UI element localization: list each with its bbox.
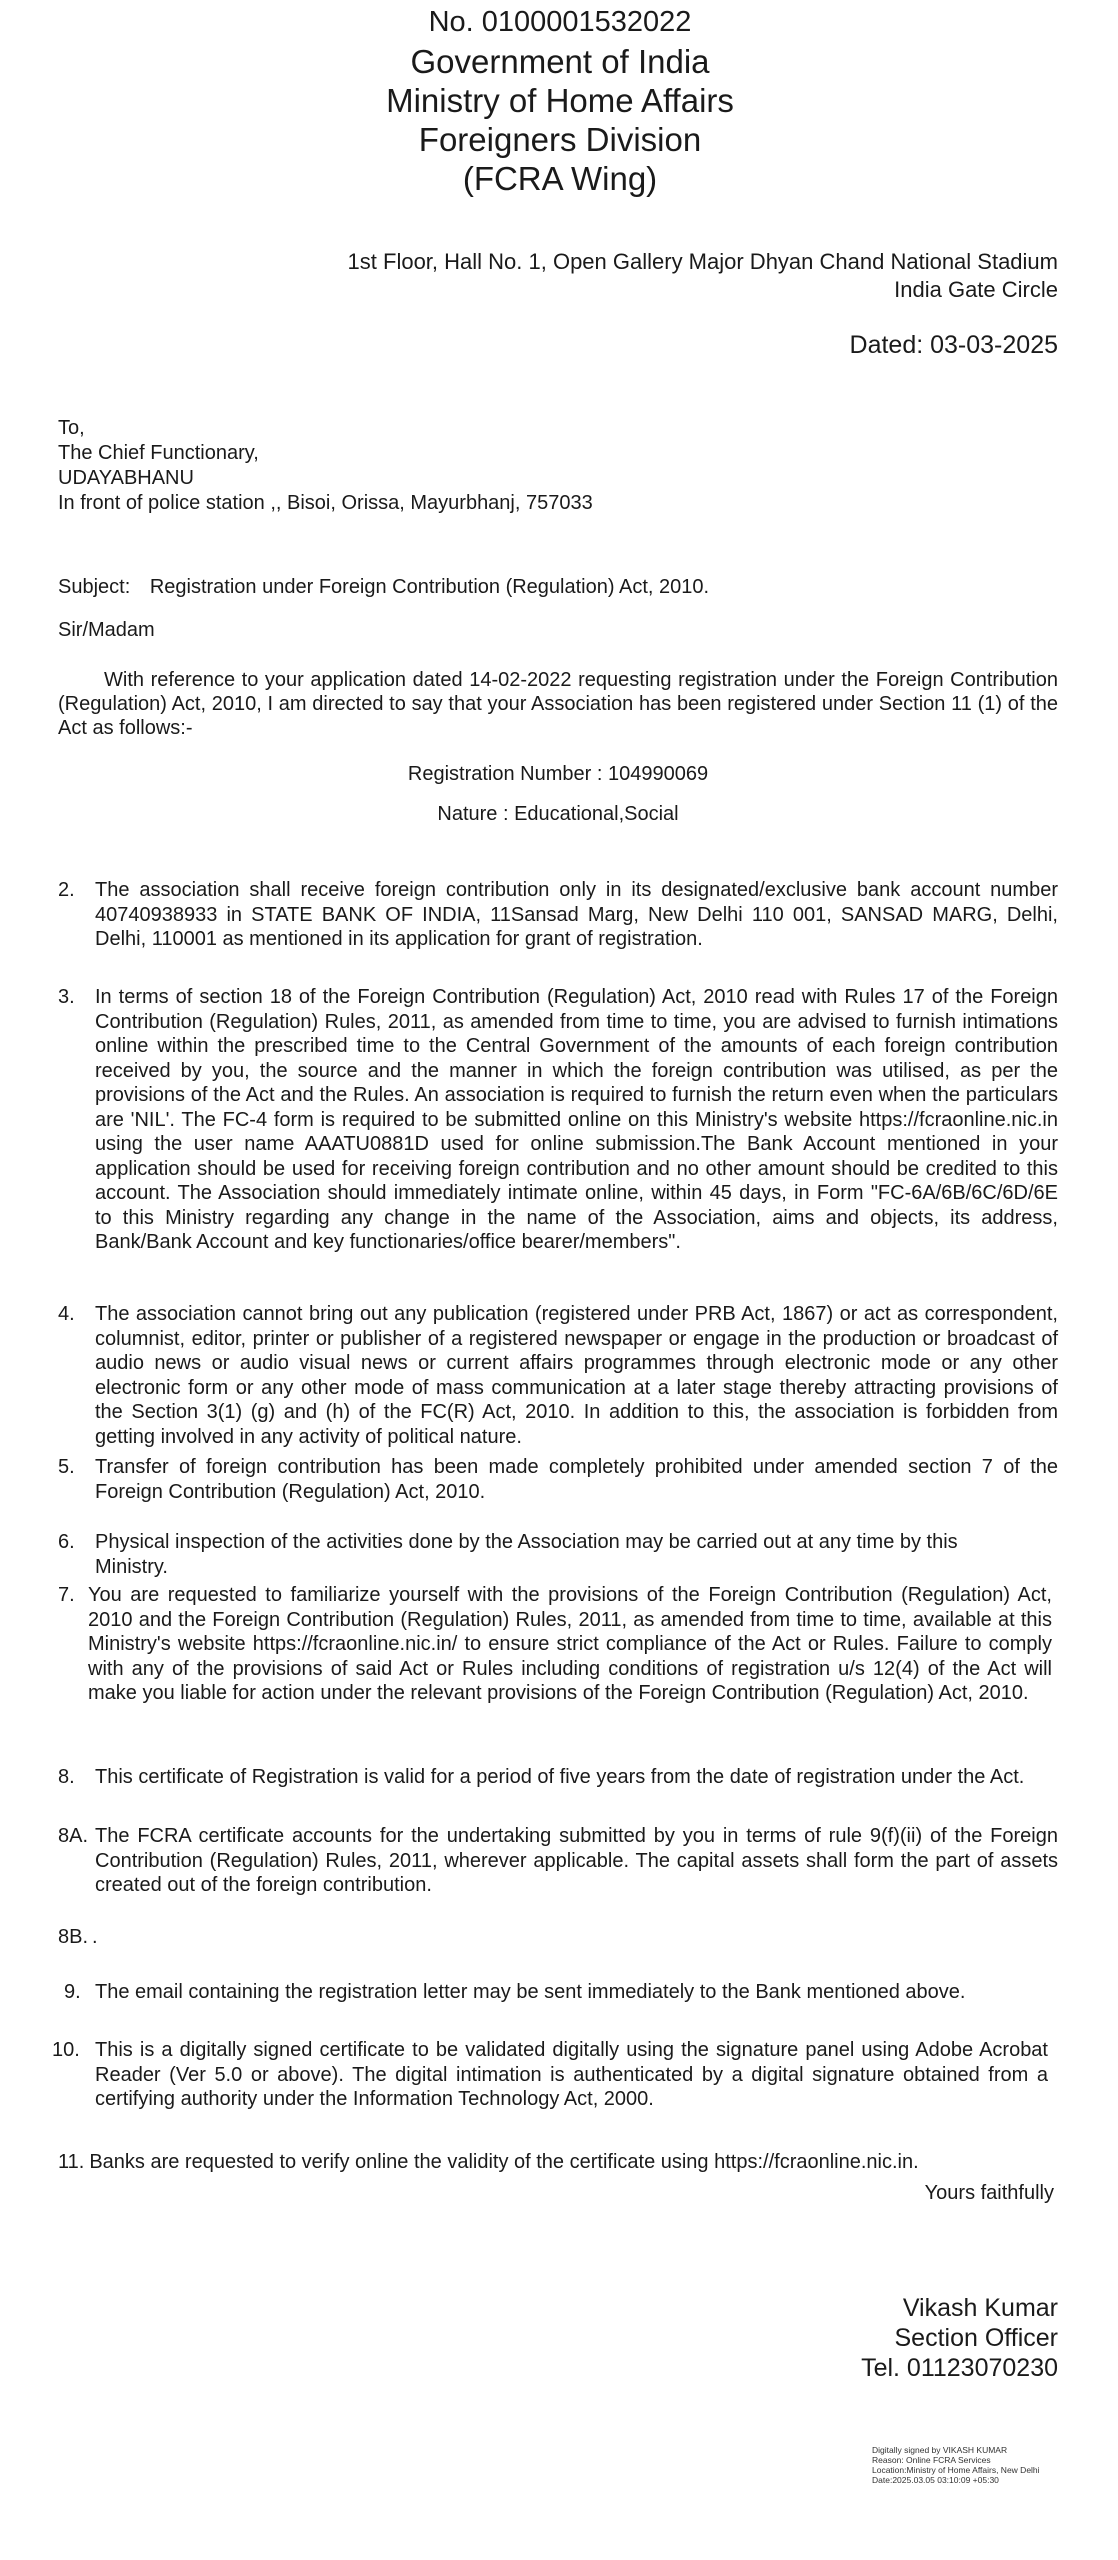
subject-label: Subject: — [58, 576, 131, 598]
condition-number: 3. — [58, 986, 75, 1008]
condition-text: Banks are requested to verify online the validity of the certificate using https://fcraonline.nic.in. — [89, 2151, 919, 2173]
condition-number: 11. — [58, 2151, 85, 2173]
condition-text: The association shall receive foreign contribution only in its designated/exclusive bank account number 40740938933 in STATE BANK OF INDIA, 11Sansad Marg, New Delhi 110 001, SANSAD MARG, Delhi, Delhi, 110001 as mentioned in its application for grant of registration. — [95, 879, 1058, 950]
condition-number: 5. — [58, 1456, 75, 1478]
authority-line-ministry: Ministry of Home Affairs — [386, 82, 734, 119]
condition-number: 4. — [58, 1303, 75, 1325]
condition-item-11 — [58, 2150, 1058, 2175]
digital-signature-signed-by: Digitally signed by VIKASH KUMAR — [872, 2445, 1008, 2455]
condition-item-8 — [58, 1765, 1058, 1790]
condition-number: 9. — [64, 1981, 81, 2003]
condition-text: This is a digitally signed certificate to be validated digitally using the signature panel using Adobe Acrobat Reader (Ver 5.0 or above). The digital intimation is authenticated by a digital signature obtained from a certifying authority under the Information Technology Act, 2000. — [95, 2039, 1048, 2110]
condition-number: 6. — [58, 1531, 75, 1553]
office-address-line-1: 1st Floor, Hall No. 1, Open Gallery Major Dhyan Chand National Stadium — [347, 249, 1058, 274]
condition-number: 2. — [58, 879, 75, 901]
condition-item-2 — [58, 878, 1058, 952]
signatory-designation: Section Officer — [894, 2324, 1058, 2352]
condition-item-7 — [58, 1583, 1052, 1706]
registration-number: Registration Number : 104990069 — [407, 763, 709, 785]
recipient-block — [58, 416, 593, 516]
document-number: No. 0100001532022 — [428, 6, 692, 38]
condition-text: The association cannot bring out any publication (registered under PRB Act, 1867) or act as correspondent, columnist, editor, printer or publisher of a registered newspaper or engage in the production or broadcast of audio news or audio visual news or current affairs programmes through electronic mode or any other electronic form or any other mode of mass communication at a later stage thereby attracting provisions of the Section 3(1) (g) and (h) of the FC(R) Act, 2010. In addition to this, the association is forbidden from getting involved in any activity of political nature. — [95, 1303, 1058, 1448]
letter-date: Dated: 03-03-2025 — [849, 331, 1058, 359]
condition-text: The FCRA certificate accounts for the undertaking submitted by you in terms of rule 9(f)(ii) of the Foreign Contribution (Regulation) Rules, 2011, wherever applicable. The capital assets shall form the part of assets created out of the foreign contribution. — [95, 1825, 1058, 1896]
signatory-block — [861, 2293, 1058, 2383]
condition-item-9 — [64, 1980, 1058, 2005]
signatory-name: Vikash Kumar — [902, 2294, 1058, 2322]
condition-item-8a — [58, 1824, 1058, 1898]
closing-phrase: Yours faithfully — [924, 2182, 1054, 2204]
office-address-line-2: India Gate Circle — [894, 277, 1058, 302]
condition-item-4 — [58, 1302, 1058, 1449]
condition-item-10 — [52, 2038, 1048, 2112]
signatory-phone: Tel. 01123070230 — [861, 2354, 1058, 2382]
condition-item-6 — [58, 1530, 1018, 1579]
condition-number: 8A. — [58, 1825, 89, 1847]
condition-number: 7. — [58, 1584, 75, 1606]
recipient-organisation: UDAYABHANU — [58, 467, 194, 489]
condition-number: 8. — [58, 1766, 75, 1788]
condition-text: You are requested to familiarize yourself with the provisions of the Foreign Contribution (Regulation) Act, 2010 and the Foreign Contribution (Regulation) Rules, 2011, as amended from time to time, available at this Ministry's website https://fcraonline.nic.in/ to ensure strict compliance of the Act or Rules. Failure to comply with any of the provisions of said Act or Rules including conditions of registration u/s 12(4) of the Act will make you liable for action under the relevant provisions of the Foreign Contribution (Regulation) Act, 2010. — [88, 1584, 1052, 1704]
digital-signature-stamp — [872, 2445, 1040, 2485]
condition-item-8b — [58, 1925, 1058, 1950]
subject-text: Registration under Foreign Contribution (Regulation) Act, 2010. — [149, 576, 710, 598]
digital-signature-reason: Reason: Online FCRA Services — [872, 2455, 991, 2465]
condition-text: . — [92, 1926, 98, 1948]
digital-signature-date: Date:2025.03.05 03:10:09 +05:30 — [872, 2475, 999, 2485]
authority-line-division: Foreigners Division — [418, 121, 702, 158]
condition-item-3 — [58, 985, 1058, 1255]
recipient-to: To, — [58, 417, 85, 439]
condition-text: This certificate of Registration is valid for a period of five years from the date of registration under the Act. — [95, 1766, 1025, 1788]
authority-line-government: Government of India — [410, 43, 710, 80]
intro-paragraph: With reference to your application dated 14-02-2022 requesting registration under the Foreign Contribution (Regulation) Act, 2010, I am directed to say that your Association has been registered under Section 11 (1) of the Act as follows:- — [58, 669, 1058, 739]
registration-nature: Nature : Educational,Social — [437, 803, 679, 825]
condition-item-5 — [58, 1455, 1058, 1504]
condition-text: The email containing the registration letter may be sent immediately to the Bank mentioned above. — [95, 1981, 966, 2003]
condition-number: 10. — [52, 2039, 80, 2061]
condition-text: Transfer of foreign contribution has been made completely prohibited under amended section 7 of the Foreign Contribution (Regulation) Act, 2010. — [95, 1456, 1058, 1503]
condition-number: 8B. — [58, 1926, 89, 1948]
subject-line — [58, 575, 709, 600]
office-address — [348, 248, 1058, 304]
condition-text: In terms of section 18 of the Foreign Contribution (Regulation) Act, 2010 read with Rules 17 of the Foreign Contribution (Regulation) Rules, 2011, as amended from time to time, you are advised to furnish intimations online within the prescribed time to the Central Government of the amounts of each foreign contribution received by you, the source and the manner in which the foreign contribution was utilised, as per the provisions of the Act and the Rules. An association is required to furnish the return even when the particulars are 'NIL'. The FC-4 form is required to be submitted online on this Ministry's website https://fcraonline.nic.in using the user name AAATU0881D used for online submission.The Bank Account mentioned in your application should be used for receiving foreign contribution and no other amount should be credited to this account. The Association should immediately intimate online, within 45 days, in Form "FC-6A/6B/6C/6D/6E to this Ministry regarding any change in the name of the Association, aims and objects, its address, Bank/Bank Account and key functionaries/office bearer/members". — [95, 986, 1058, 1253]
condition-text: Physical inspection of the activities done by the Association may be carried out at any time by this Ministry. — [95, 1531, 958, 1578]
salutation: Sir/Madam — [58, 619, 155, 641]
recipient-address: In front of police station ,, Bisoi, Orissa, Mayurbhanj, 757033 — [58, 492, 593, 514]
digital-signature-location: Location:Ministry of Home Affairs, New Delhi — [872, 2465, 1040, 2475]
authority-line-wing: (FCRA Wing) — [462, 160, 658, 197]
recipient-title: The Chief Functionary, — [58, 442, 259, 464]
issuing-authority — [300, 42, 820, 198]
